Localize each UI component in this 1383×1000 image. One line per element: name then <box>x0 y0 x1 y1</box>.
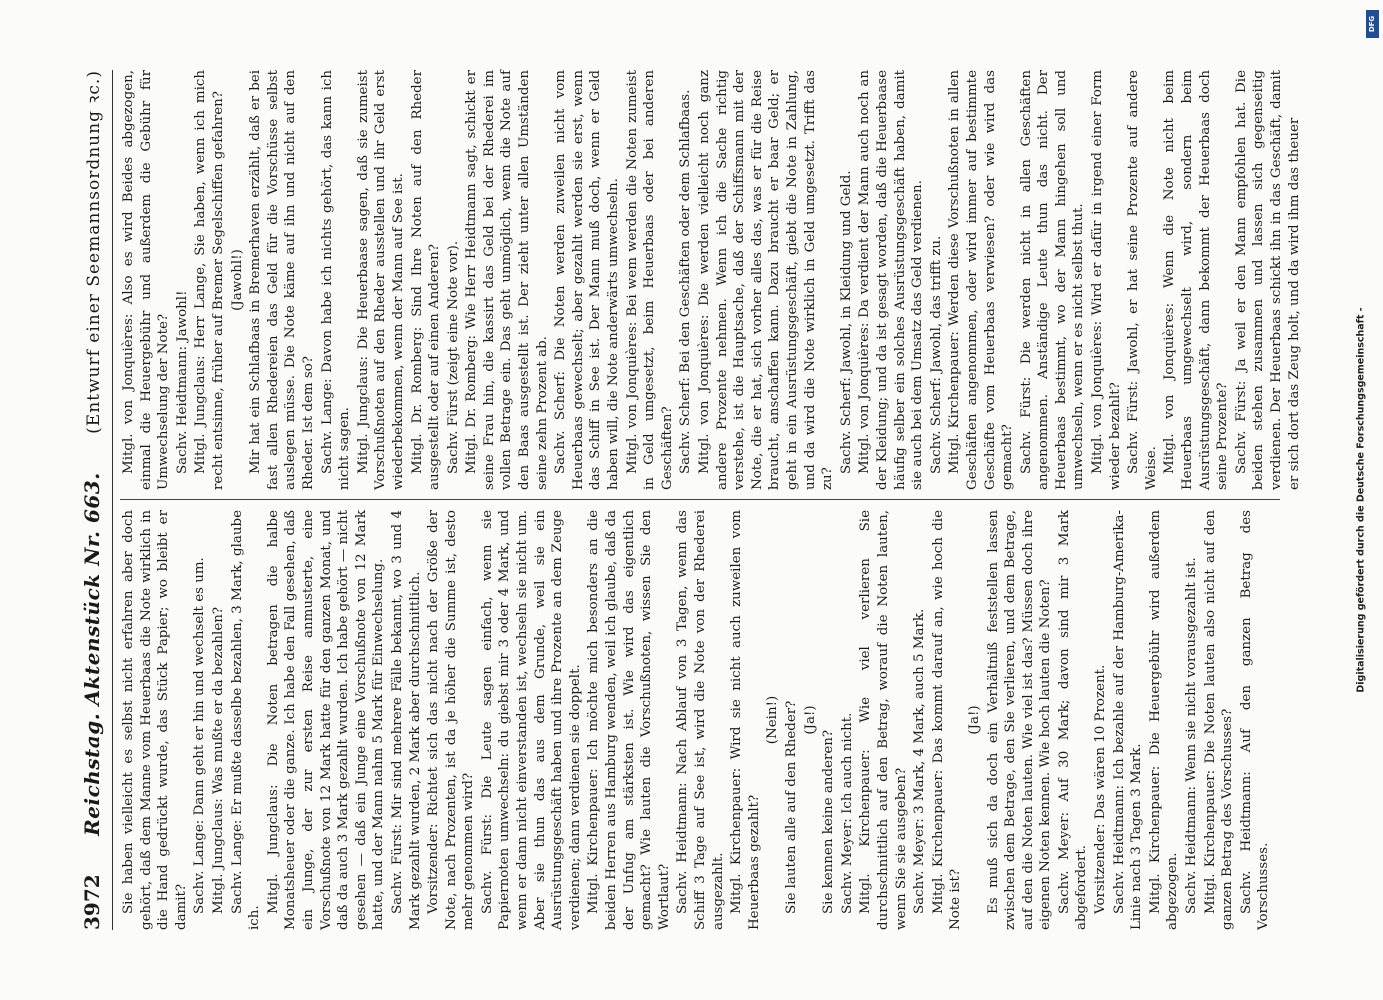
paragraph: Vorsitzender: Das wären 10 Prozent. <box>1093 664 1109 914</box>
paragraph: Sachv. Lange: Davon habe ich nichts gehört, das kann ich nicht sagen. <box>319 70 353 490</box>
paragraph: Sachv. Fürst: Mir sind mehrere Fälle bekannt, wo 3 und 4 Mark gezahlt wurden, 2 Mark aber durchschnittlich. <box>389 510 423 930</box>
paragraph: Mitgl. Kirchenpauer: Die Heuergebühr wird außerdem abgezogen. <box>1147 510 1181 930</box>
paragraph: Sachv. Heidtmann: Wenn sie nicht vorausgezahlt ist. <box>1184 557 1200 914</box>
paragraph: Sachv. Fürst: Jawohl, er hat seine Prozente auf andere Weise. <box>1126 70 1159 490</box>
paragraph: Sachv. Fürst (zeigt eine Note vor). <box>445 240 461 474</box>
paragraph: Sachv. Heidtmann: Ich bezahle auf der Hamburg-Amerika-Linie nach 3 Tagen 3 Mark. <box>1111 510 1145 930</box>
paragraph: Sachv. Lange: Er mußte dasselbe bezahlen, 3 Mark, glaube ich. <box>229 510 263 930</box>
page-content-area <box>60 50 1310 950</box>
paragraph: Sachv. Heidtmann: Jawohl! <box>174 290 190 474</box>
paragraph: Sachv. Meyer: Ich auch nicht. <box>839 712 855 914</box>
paragraph: Sachv. Heidtmann: Nach Ablauf von 3 Tagen, wenn das Schiff 3 Tage auf See ist, wird die Note von der Rhederei ausgezahlt. <box>675 510 726 930</box>
page-number: 3972 <box>80 874 104 930</box>
paragraph: Mitgl. Kirchenpauer: Die Noten lauten also nicht auf den ganzen Betrag des Vorschusses? <box>1202 510 1236 930</box>
paragraph: Mitgl. Jungclaus: Herr Lange, Sie haben, wenn ich mich recht entsinne, früher auf Bremer Segelschiffen gefahren? <box>193 70 226 490</box>
paragraph: Sachv. Scherf: Bei den Geschäften oder dem Schlafbaas. <box>678 89 694 474</box>
paragraph: Sachv. Meyer: 3 Mark, 4 Mark, auch 5 Mark. <box>912 608 928 914</box>
paragraph: Sachv. Fürst: Die Leute sagen einfach, wenn sie Papiernoten umwechseln: du giebst mir 3 oder 4 Mark, und wenn er dann nicht einverstanden ist, wechseln sie nicht um. Aber sie thun das aus dem Grunde, weil sie ein Ausrüstungsgeschäft haben und ihre Prozente an dem Zeuge verdienen; dann verdienen sie doppelt. <box>479 510 583 930</box>
paragraph: Mitgl. Jungclaus: Die Heuerbaase sagen, daß sie zumeist Vorschußnoten auf den Rheder ausstellen und ihr Geld erst wiederbekommen, wenn der Mann auf See ist. <box>355 70 406 490</box>
paragraph: Sie lauten alle auf den Rheder? <box>783 700 799 914</box>
paragraph: Sachv. Scherf: Die Noten werden zuweilen nicht vom Heuerbaas gewechselt; aber gezahlt werden sie erst, wenn das Schiff in See ist. Der Mann muß doch, wenn er Geld haben will, die Note anderwärts umwechseln. <box>553 70 622 490</box>
paragraph: Sachv. Fürst: Ja weil er den Mann empfohlen hat. Die beiden stehen zusammen und lassen sich gegenseitig verdienen. Der Heuerbaas schickt ihn in das Geschäft, damit er sich dort das Zeug holt, und da wird ihm das theuer <box>1233 70 1302 490</box>
paragraph: Mitgl. von Jonquières: Die werden vielleicht noch ganz andere Prozente nehmen. Wenn ich die Sache richtig verstehe, ist die Hauptsache, daß der Schiffsmann mit der Note, die er hat, sich vorher alles das, was er für die Reise braucht, anschaffen kann. Dazu braucht er baar Geld; er geht in ein Ausrüstungsgeschäft, giebt die Note in Zahlung, und da wird die Note wirklich in Geld umgesetzt. Trifft das zu? <box>697 70 836 490</box>
paragraph: Mitgl. von Jonquières: Bei wem werden die Noten zumeist in Geld umgesetzt, beim Heuerbaas oder bei anderen Geschäften? <box>624 70 675 490</box>
paragraph: Sachv. Fürst: Die werden nicht in allen Geschäften angenommen. Anständige Leute thun das nicht. Der Heuerbaas bestimmt, wo der Mann hingehen soll und umwechseln, wenn er es nicht selbst thut. <box>1018 70 1087 490</box>
left-column <box>120 510 1280 930</box>
paragraph: Mitgl. Dr. Romberg: Sind Ihre Noten auf den Rheder ausgestellt oder auf einen Anderen? <box>409 70 443 490</box>
paragraph: Mitgl. Kirchenpauer: Ich möchte mich besonders an die beiden Herren aus Hamburg wenden, weil ich glaube, daß da der Unfug am stärksten ist. Wie wird das eigentlich gemacht? Wie lauten die Vorschußnoten, wissen Sie den Wortlaut? <box>586 510 672 930</box>
paragraph: Mir hat ein Schlafbaas in Bremerhaven erzählt, daß er bei fast allen Rhedereien das Geld für die Vorschüsse selbst auslegen müsse. Die Note käme auf ihn und nicht auf den Rheder. Ist dem so? <box>248 70 316 490</box>
paragraph: Mitgl. Kirchenpauer: Das kommt darauf an, wie hoch die Note ist? <box>930 510 964 930</box>
paragraph: (Ja!) <box>966 705 982 735</box>
paragraph: Sie kennen keine anderen? <box>821 729 837 914</box>
paragraph: Mitgl. von Jonquières: Wenn die Note nicht beim Heuerbaas umgewechselt wird, sondern beim Ausrüstungsgeschäft, dann bekommt der Heuerbaas doch seine Prozente? <box>1162 70 1231 490</box>
column-divider <box>120 499 1280 500</box>
digitization-footer <box>1346 10 1376 990</box>
page-header <box>80 70 110 930</box>
rotated-page <box>80 60 1302 940</box>
paragraph: Es muß sich da doch ein Verhältniß feststellen lassen zwischen dem Betrage, den Sie verlieren, und dem Betrage, auf den die Noten lauten. Wie viel ist das? Müssen doch ihre eigenen Noten kennen. Wie hoch lauten die Noten? <box>985 510 1054 930</box>
paragraph: Sachv. Scherf: Jawohl, in Kleidung und Geld. <box>838 170 854 474</box>
running-title: (Entwurf einer Seemannsordnung ꝛc.) <box>84 70 104 434</box>
paragraph: Mitgl. Kirchenpauer: Wird sie nicht auch zuweilen vom Heuerbaas gezahlt? <box>729 510 762 930</box>
paragraph: Mitgl. von Jonquières: Da verdient der Mann auch noch an der Kleidung; und da ist gesagt worden, daß die Heuerbaase häufig selber ein solches Ausrüstungsgeschäft haben, damit sie auch bei dem Umsatz das Geld verdienen. <box>857 70 926 490</box>
digitization-note: Digitalisierung gefördert durch die Deutsche Forschungsgemeinschaft - <box>1355 307 1367 693</box>
right-column <box>120 70 1302 490</box>
paragraph: Vorsitzender: Richtet sich das nicht nach der Größe der Note, nach Prozenten, ist da je höher die Summe ist, desto mehr genommen wird? <box>426 510 477 930</box>
paragraph: Sachv. Meyer: Auf 30 Mark; davon sind mir 3 Mark abgefordert. <box>1056 510 1090 930</box>
paragraph: Sachv. Lange: Dann geht er hin und wechselt es um. <box>192 557 208 914</box>
document-title: Reichstag. Aktenstück Nr. 663. <box>80 472 104 836</box>
header-rule <box>112 70 113 930</box>
paragraph: Sachv. Scherf: Jawohl, das trifft zu. <box>928 235 944 474</box>
paragraph: (Jawohl!) <box>229 249 245 311</box>
paragraph: Sachv. Heidtmann: Auf den ganzen Betrag des Vorschusses. <box>1238 510 1272 930</box>
paragraph: Sie haben vielleicht es selbst nicht erfahren aber doch gehört, daß dem Manne vom Heuerbaas die Note wirklich in die Hand gedrückt wurde, das Stück Papier; wo bleibt er damit? <box>121 510 189 930</box>
paragraph: (Ja!) <box>802 705 818 735</box>
paragraph: Mitgl. Jungclaus: Die Noten betragen die halbe Monatsheuer oder die ganze. Ich habe den Fall gesehen, daß ein Junge, der zur ersten Reise anmusterte, eine Vorschußnote von 12 Mark hatte für den ganzen Monat, und daß da auch 3 Mark gezahlt wurden. Ich habe gehört — nicht gesehen — daß ein Junge eine Vorschußnote von 12 Mark hatte, und der Mann nahm 5 Mark für Einwechselung. <box>265 510 387 930</box>
paragraph: Mitgl. von Jonquières: Wird er dafür in irgend einer Form wieder bezahlt? <box>1090 70 1123 490</box>
paragraph: (Nein!) <box>765 695 781 745</box>
paragraph: Mitgl. Kirchenpauer: Wie viel verlieren Sie durchschnittlich auf den Betrag, worauf die Noten lauten, wenn Sie sie ausgeben? <box>858 510 909 930</box>
paragraph: Mitgl. von Jonquières: Also es wird Beides abgezogen, einmal die Heuergebühr und außerdem die Gebühr für Umwechselung der Note? <box>121 70 172 490</box>
paragraph: Mitgl. Dr. Romberg: Wie Herr Heidtmann sagt, schickt er seine Frau hin, die kassirt das Geld bei der Rhederei im vollen Betrage ein. Das geht unmöglich, wenn die Note auf den Baas ausgestellt ist. Der zieht unter allen Umständen seine zehn Prozent ab. <box>464 70 550 490</box>
paragraph: Mitgl. Jungclaus: Was mußte er da bezahlen? <box>210 606 226 914</box>
dfg-logo: DFG <box>1366 10 1379 38</box>
paragraph: Mitgl. Kirchenpauer: Werden diese Vorschußnoten in allen Geschäften angenommen, oder wird immer auf bestimmte Geschäfte vom Heuerbaas verwiesen? oder wie wird das gemacht? <box>947 70 1016 490</box>
